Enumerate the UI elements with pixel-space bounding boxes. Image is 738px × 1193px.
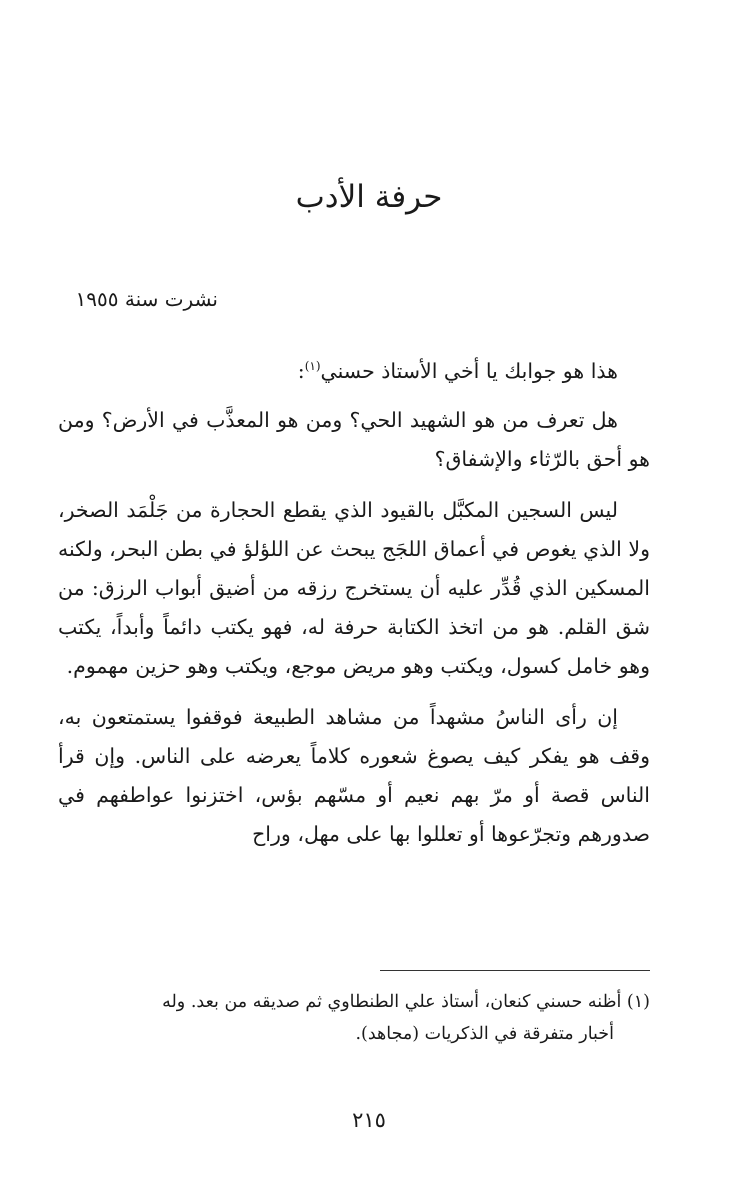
paragraph-1-text: هذا هو جوابك يا أخي الأستاذ حسني [320, 359, 618, 383]
footnote-reference: (١) [304, 359, 321, 374]
paragraph-3: ليس السجين المكبَّل بالقيود الذي يقطع الحجارة من جَلْمَد الصخر، ولا الذي يغوص في أعماق اللجَج يبحث عن اللؤلؤ في بطن البحر، ولكنه المسكين الذي قُدِّر عليه أن يستخرج رزقه من أضيق أبواب الرزق: من شق القلم. هو من اتخذ الكتابة حرفة له، فهو يكتب دائماً وأبداً، يكتب وهو خامل كسول، ويكتب وهو مريض موجع، ويكتب وهو حزين مهموم. [58, 498, 650, 678]
page-title: حرفة الأدب [295, 179, 443, 215]
page-number: ٢١٥ [352, 1108, 386, 1132]
paragraph-4: إن رأى الناسُ مشهداً من مشاهد الطبيعة فوقفوا يستمتعون به، وقف هو يفكر كيف يصوغ شعوره كلاماً يعرضه على الناس. وإن قرأ الناس قصة أو مرّ بهم نعيم أو مسّهم بؤس، اختزنوا عواطفهم في صدورهم وتجرّعوها أو تعللوا بها على مهل، وراح [58, 705, 650, 846]
footnote-line-2: أخبار متفرقة في الذكريات (مجاهد). [355, 1024, 614, 1044]
footnote-line-1: (١) أظنه حسني كنعان، أستاذ علي الطنطاوي ثم صديقه من بعد. وله [162, 992, 650, 1012]
footnote [58, 986, 650, 1050]
footnote-divider [380, 970, 650, 971]
paragraph-1 [58, 352, 650, 391]
publication-note: نشرت سنة ١٩٥٥ [75, 287, 218, 311]
body-text [58, 352, 650, 866]
paragraph-1-colon: : [297, 359, 305, 383]
paragraph-2: هل تعرف من هو الشهيد الحي؟ ومن هو المعذَّب في الأرض؟ ومن هو أحق بالرّثاء والإشفاق؟ [58, 408, 650, 471]
